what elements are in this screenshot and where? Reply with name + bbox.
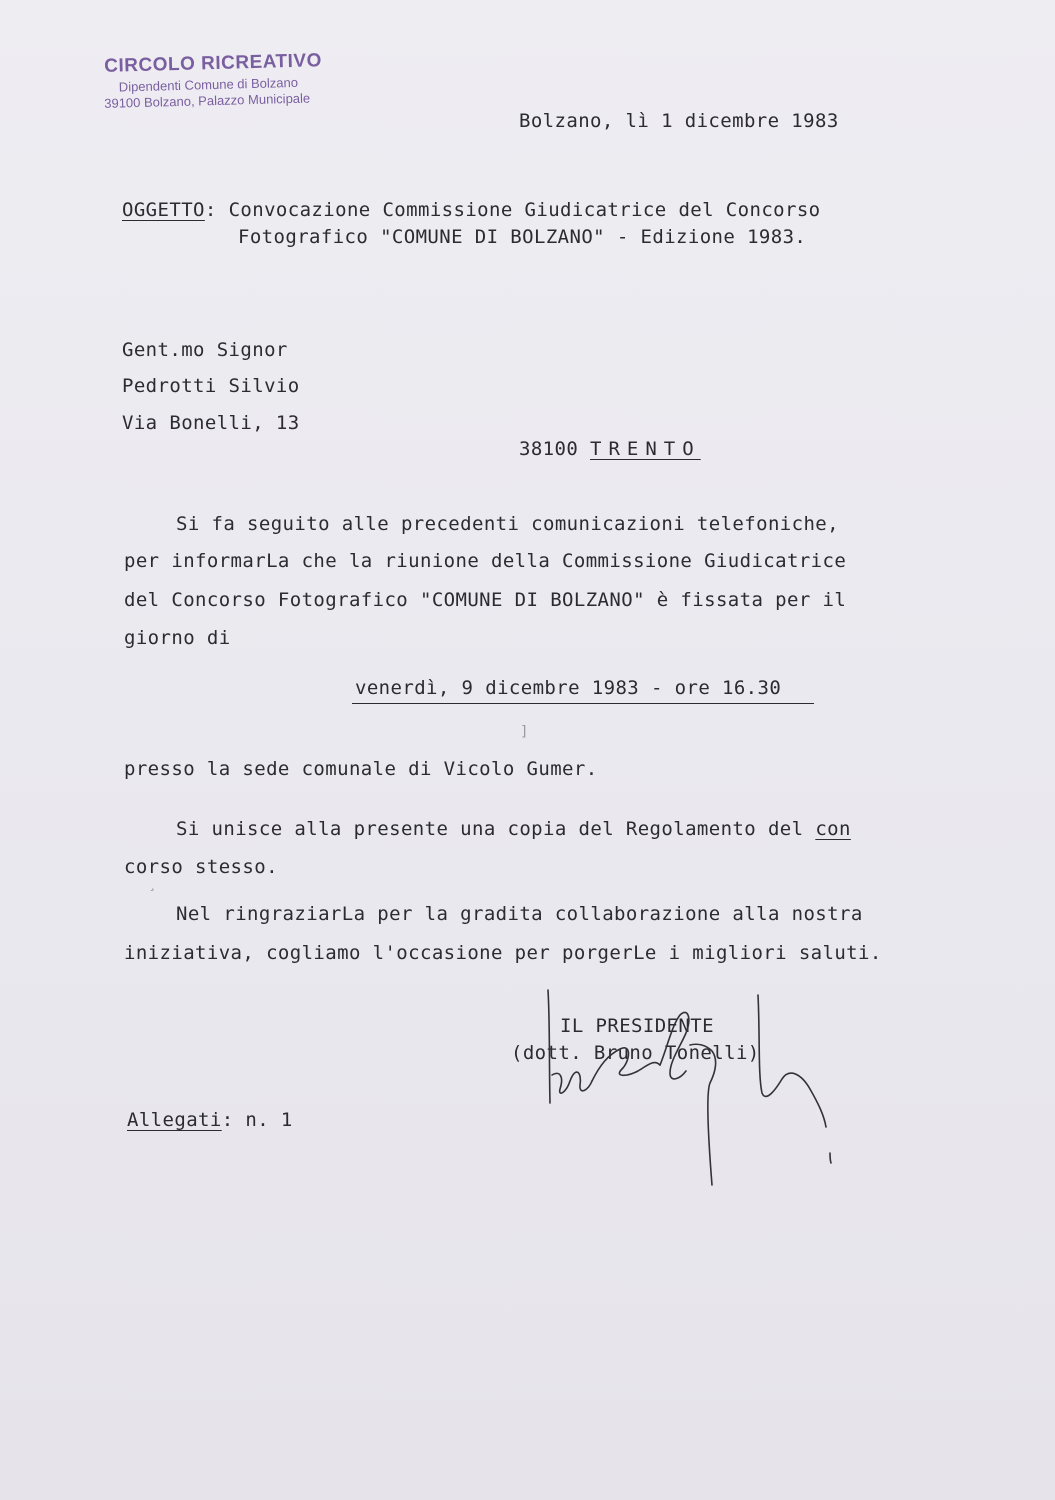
body-p1-line-2: per informarLa che la riunione della Commissione Giudicatrice: [124, 550, 847, 572]
recipient-city: TRENTO: [590, 438, 701, 460]
signature-name: (dott. Bruno Tonelli): [511, 1042, 760, 1064]
subject-line-2: Fotografico "COMUNE DI BOLZANO" - Edizione 1983.: [238, 226, 807, 248]
signature-title: IL PRESIDENTE: [560, 1015, 714, 1037]
body-p2: presso la sede comunale di Vicolo Gumer.: [124, 758, 598, 780]
body-p3-line-2: corso stesso.: [124, 856, 278, 878]
paper-speck: ¸: [148, 876, 157, 892]
recipient-name: Pedrotti Silvio: [122, 375, 300, 397]
body-p3-hyphen-fragment: con: [815, 818, 851, 840]
body-p1-line-3: del Concorso Fotografico "COMUNE DI BOLZANO" è fissata per il: [124, 589, 847, 611]
subject-label: OGGETTO: [122, 199, 205, 221]
recipient-city-line: [519, 438, 701, 460]
handwritten-signature: [530, 985, 850, 1195]
recipient-salutation: Gent.mo Signor: [122, 339, 288, 361]
subject-text-1: Convocazione Commissione Giudicatrice del Concorso: [228, 199, 821, 221]
subject-colon: :: [204, 199, 217, 221]
attachments-label: Allegati: [127, 1109, 222, 1131]
stamp-title: CIRCOLO RICREATIVO: [103, 50, 323, 77]
stamp-address: 39100 Bolzano, Palazzo Municipale: [104, 90, 311, 111]
stamp-subtitle: Dipendenti Comune di Bolzano: [118, 74, 299, 95]
attachments-value: : n. 1: [221, 1109, 293, 1131]
body-p3-line-1-text: Si unisce alla presente una copia del Regolamento del: [176, 818, 816, 840]
attachments-line: [127, 1109, 293, 1131]
body-p1-line-1: Si fa seguito alle precedenti comunicazioni telefoniche,: [176, 513, 839, 535]
body-p3-line-1: [176, 818, 851, 840]
body-p4-line-1: Nel ringraziarLa per la gradita collaborazione alla nostra: [176, 903, 863, 925]
recipient-street: Via Bonelli, 13: [122, 412, 300, 434]
meeting-datetime: venerdì, 9 dicembre 1983 - ore 16.30: [355, 677, 782, 699]
organization-stamp: [100, 49, 371, 111]
fold-mark: ]: [520, 724, 529, 740]
subject-line-1: [122, 199, 821, 221]
body-p4-line-2: iniziativa, cogliamo l'occasione per porgerLe i migliori saluti.: [124, 942, 882, 964]
body-p1-line-4: giorno di: [124, 627, 231, 649]
recipient-postcode: 38100: [519, 438, 579, 460]
date-line: Bolzano, lì 1 dicembre 1983: [519, 110, 839, 132]
meeting-underline: [352, 703, 814, 704]
